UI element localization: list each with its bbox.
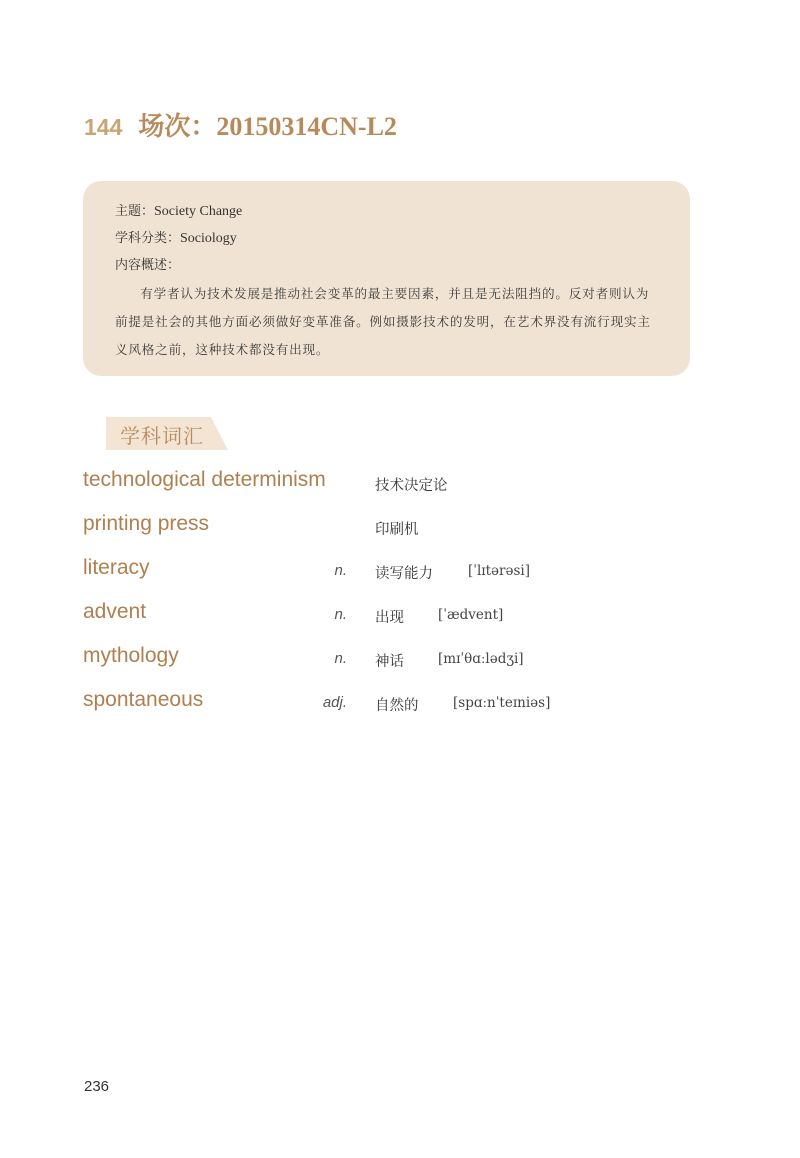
vocab-meaning: 印刷机 bbox=[375, 522, 419, 538]
vocab-word: printing press bbox=[83, 512, 210, 535]
title-number: 144 bbox=[84, 114, 123, 140]
title-text: 场次：20150314CN-L2 bbox=[138, 112, 397, 141]
vocab-meaning: 出现 bbox=[375, 610, 404, 626]
vocab-ipa: [spɑːnˈteɪniəs] bbox=[453, 695, 551, 711]
vocab-meaning: 技术决定论 bbox=[375, 478, 448, 494]
vocab-word: technological determinism bbox=[83, 468, 326, 491]
topic-line bbox=[115, 198, 660, 225]
vocab-row bbox=[83, 641, 723, 685]
vocab-pos: adj. bbox=[322, 694, 347, 711]
vocab-pos: n. bbox=[334, 606, 347, 623]
vocab-word: advent bbox=[83, 600, 147, 623]
vocab-meaning: 读写能力 bbox=[375, 566, 433, 582]
vocab-row bbox=[83, 465, 723, 509]
overview-text: 有学者认为技术发展是推动社会变革的最主要因素，并且是无法阻挡的。反对者则认为前提是社会的其他方面必须做好变革准备。例如摄影技术的发明，在艺术界没有流行现实主义风格之前，这种技术都没有出现。 bbox=[115, 286, 651, 357]
vocab-ipa: [mɪˈθɑːlədʒi] bbox=[438, 651, 524, 667]
vocab-meaning: 自然的 bbox=[375, 698, 419, 714]
vocab-pos: n. bbox=[334, 650, 347, 667]
vocab-row bbox=[83, 553, 723, 597]
page-number: 236 bbox=[84, 1078, 110, 1095]
summary-box bbox=[83, 181, 690, 376]
topic-value: Society Change bbox=[154, 204, 243, 219]
vocab-ipa: [ˈædvent] bbox=[438, 607, 504, 623]
vocab-pos: n. bbox=[334, 562, 347, 579]
category-label: 学科分类： bbox=[115, 231, 181, 246]
category-value: Sociology bbox=[180, 231, 237, 246]
page-title bbox=[84, 106, 397, 142]
category-line bbox=[115, 225, 660, 252]
overview-label: 内容概述： bbox=[115, 258, 181, 273]
vocab-row bbox=[83, 509, 723, 553]
vocab-ipa: [ˈlɪtərəsi] bbox=[468, 563, 530, 579]
vocabulary-list bbox=[83, 465, 723, 729]
vocab-word: spontaneous bbox=[83, 688, 204, 711]
vocab-row bbox=[83, 685, 723, 729]
vocab-row bbox=[83, 597, 723, 641]
vocab-meaning: 神话 bbox=[375, 654, 404, 670]
section-title: 学科词汇 bbox=[120, 424, 204, 448]
overview-line bbox=[115, 252, 660, 279]
topic-label: 主题： bbox=[115, 204, 155, 219]
vocab-word: mythology bbox=[83, 644, 179, 667]
vocab-word: literacy bbox=[83, 556, 150, 579]
